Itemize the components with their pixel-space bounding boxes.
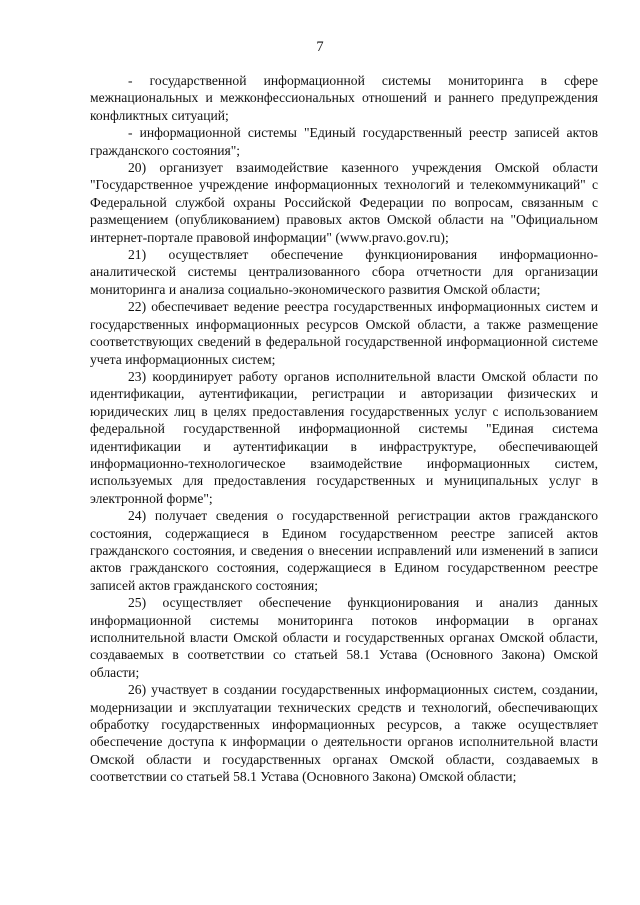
paragraph-item-24: 24) получает сведения о государственной регистрации актов гражданского состояния, содержащиеся в Едином государственном реестре записей актов гражданского состояния, и сведения о внесении исправлений или изменений в записи актов гражданского состояния, содержащиеся в Едином государственном реестре записей актов гражданского состояния; <box>90 508 598 593</box>
paragraph-state-monitoring-system: - государственной информационной системы мониторинга в сфере межнациональных и межконфессиональных отношений и раннего предупреждения конфликтных ситуаций; <box>90 73 598 123</box>
paragraph-item-22: 22) обеспечивает ведение реестра государственных информационных систем и государственных информационных ресурсов Омской области, а также размещение соответствующих сведений в федеральной государственной информационной системе учета информационных систем; <box>90 299 598 367</box>
document-body <box>90 72 598 786</box>
paragraph-item-23: 23) координирует работу органов исполнительной власти Омской области по идентификации, аутентификации, регистрации и авторизации физических и юридических лиц в целях предоставления государственных услуг с использованием федеральной государственной информационной системы "Единая система идентификации и аутентификации в инфраструктуре, обеспечивающей информационно-технологическое взаимодействие информационных систем, используемых для предоставления государственных и муниципальных услуг в электронной форме"; <box>90 368 598 506</box>
paragraph-item-20: 20) организует взаимодействие казенного учреждения Омской области "Государственное учреждение информационных технологий и телекоммуникаций" с Федеральной службой охраны Российской Федерации по вопросам, связанным с размещением (опубликованием) правовых актов Омской области на "Официальном интернет-портале правовой информации" (www.pravo.gov.ru); <box>90 160 598 245</box>
page-number: 7 <box>316 39 324 55</box>
paragraph-civil-registry-system: - информационной системы "Единый государственный реестр записей актов гражданского состояния"; <box>90 125 598 158</box>
paragraph-item-25: 25) осуществляет обеспечение функционирования и анализ данных информационной системы мониторинга потоков информации в органах исполнительной власти Омской области и государственных органах Омской области, создаваемых в соответствии со статьей 58.1 Устава (Основного Закона) Омской области; <box>90 595 598 680</box>
paragraph-item-26: 26) участвует в создании государственных информационных систем, создании, модернизации и эксплуатации технических средств и технологий, обеспечивающих обработку государственных информационных ресурсов, а также осуществляет обеспечение доступа к информации о деятельности органов исполнительной власти Омской области и государственных органах Омской области, создаваемых в соответствии со статьей 58.1 Устава (Основного Закона) Омской области; <box>90 682 598 785</box>
paragraph-item-21: 21) осуществляет обеспечение функционирования информационно-аналитической системы централизованного сбора отчетности для организации мониторинга и анализа социально-экономического развития Омской области; <box>90 247 598 297</box>
